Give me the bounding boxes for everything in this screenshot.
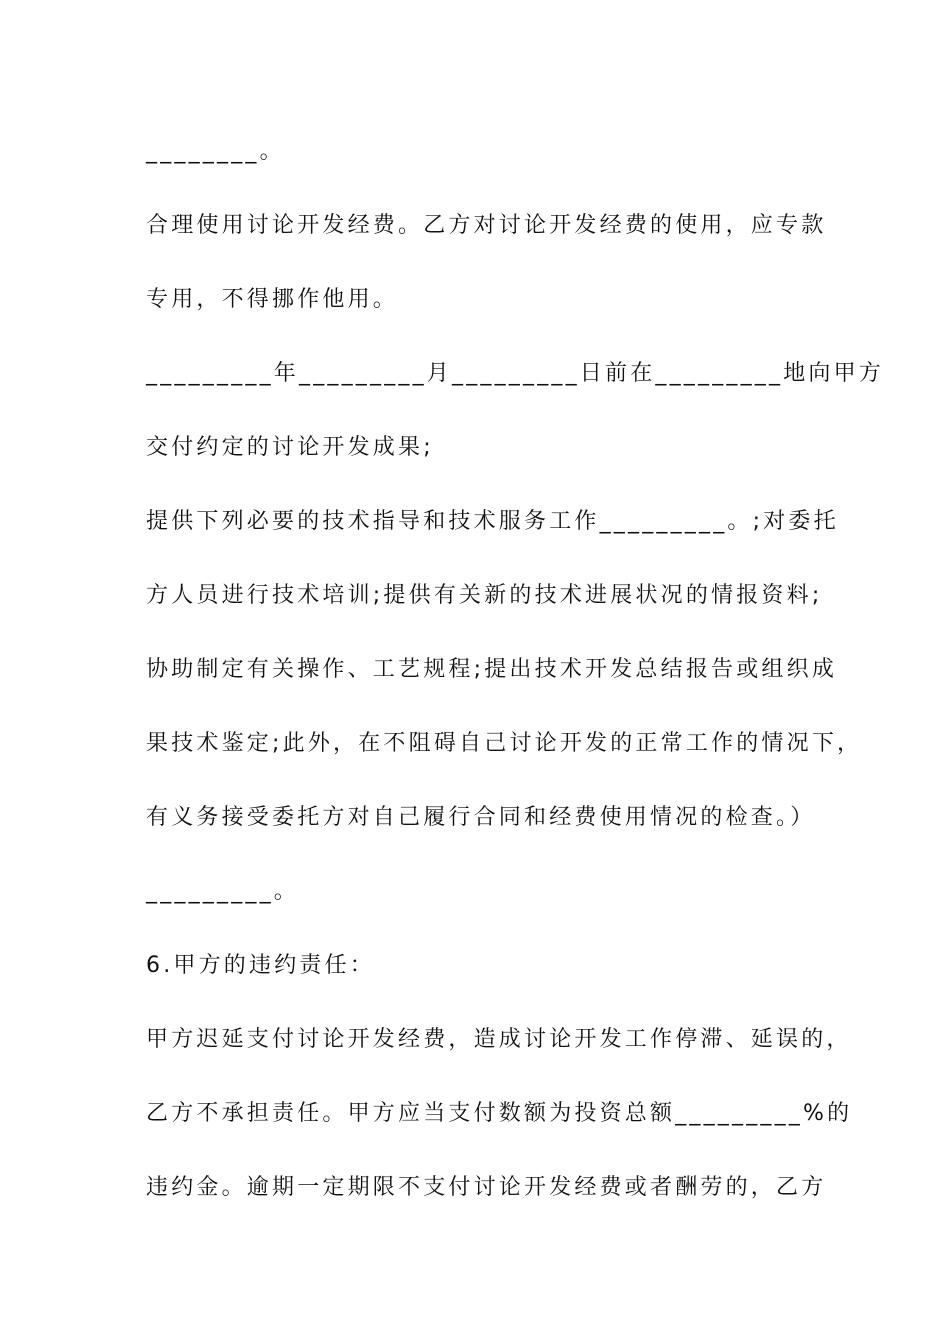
paragraph-line: 有义务接受委托方对自己履行合同和经费使用情况的检查。） bbox=[146, 805, 816, 830]
paragraph-line: _________。 bbox=[146, 879, 300, 904]
paragraph-line: 合理使用讨论开发经费。乙方对讨论开发经费的使用，应专款 bbox=[146, 213, 827, 238]
paragraph-line: 果技术鉴定;此外，在不阻碍自己讨论开发的正常工作的情况下， bbox=[146, 731, 863, 756]
paragraph-line: 交付约定的讨论开发成果; bbox=[146, 435, 434, 460]
paragraph-line: 专用，不得挪作他用。 bbox=[146, 287, 399, 312]
paragraph-line: 协助制定有关操作、工艺规程;提出技术开发总结报告或组织成 bbox=[146, 657, 838, 682]
paragraph-line: 方人员进行技术培训;提供有关新的技术进展状况的情报资料; bbox=[146, 583, 823, 608]
paragraph-line: ________。 bbox=[146, 139, 285, 164]
section-heading: 6.甲方的违约责任： bbox=[146, 953, 375, 978]
paragraph-line: 提供下列必要的技术指导和技术服务工作_________。;对委托 bbox=[146, 509, 839, 534]
paragraph-line: 甲方迟延支付讨论开发经费，造成讨论开发工作停滞、延误的， bbox=[146, 1027, 852, 1052]
paragraph-line: 乙方不承担责任。甲方应当支付数额为投资总额_________%的 bbox=[146, 1101, 853, 1126]
paragraph-line: 违约金。逾期一定期限不支付讨论开发经费或者酬劳的，乙方 bbox=[146, 1175, 827, 1200]
paragraph-line: _________年_________月_________日前在_________地向甲方 bbox=[146, 361, 885, 386]
